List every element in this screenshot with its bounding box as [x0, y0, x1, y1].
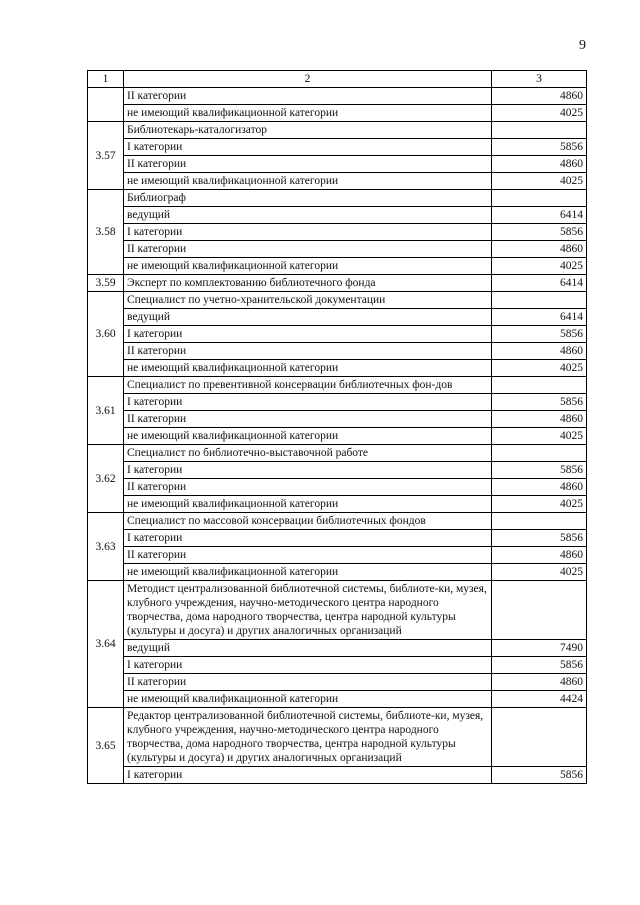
category-label: I категории: [124, 326, 492, 343]
table-row: [88, 309, 587, 326]
salary-value: [492, 581, 587, 640]
salary-value: 5856: [492, 394, 587, 411]
table-row: [88, 326, 587, 343]
item-number: 3.62: [88, 445, 124, 513]
page-number: 9: [579, 38, 586, 53]
header-col-3: 3: [492, 71, 587, 88]
category-label: ведущий: [124, 309, 492, 326]
category-label: II категории: [124, 411, 492, 428]
salary-value: 6414: [492, 309, 587, 326]
table-row: [88, 258, 587, 275]
category-label: I категории: [124, 767, 492, 784]
salary-value: 4025: [492, 428, 587, 445]
item-number: 3.59: [88, 275, 124, 292]
header-row: [88, 71, 587, 88]
item-number: 3.61: [88, 377, 124, 445]
item-number: 3.64: [88, 581, 124, 708]
item-number: 3.60: [88, 292, 124, 377]
salary-value: 5856: [492, 139, 587, 156]
salary-value: 5856: [492, 326, 587, 343]
salary-value: 4025: [492, 258, 587, 275]
category-label: I категории: [124, 224, 492, 241]
item-number: [88, 88, 124, 122]
table-row: [88, 411, 587, 428]
category-label: не имеющий квалификационной категории: [124, 428, 492, 445]
salary-value: 5856: [492, 462, 587, 479]
salary-value: 5856: [492, 224, 587, 241]
category-label: II категории: [124, 241, 492, 258]
salary-value: [492, 708, 587, 767]
salary-value: 4860: [492, 343, 587, 360]
category-label: II категории: [124, 88, 492, 105]
table-row: [88, 767, 587, 784]
category-label: I категории: [124, 530, 492, 547]
category-label: I категории: [124, 394, 492, 411]
salary-value: 4860: [492, 88, 587, 105]
category-label: ведущий: [124, 207, 492, 224]
position-title: Редактор централизованной библиотечной системы, библиоте-ки, музея, клубного учреждения, научно-методического центра народного творчества, дома народного творчества, центра народной культуры (культуры и досуга) и других аналогичных организаций: [124, 708, 492, 767]
salary-value: [492, 190, 587, 207]
position-title: Специалист по массовой консервации библиотечных фондов: [124, 513, 492, 530]
category-label: II категории: [124, 479, 492, 496]
salary-value: 4860: [492, 479, 587, 496]
table-row: [88, 691, 587, 708]
table-row: [88, 640, 587, 657]
header-col-1: 1: [88, 71, 124, 88]
table-row: [88, 292, 587, 309]
salary-value: 4860: [492, 547, 587, 564]
position-title: Специалист по превентивной консервации библиотечных фон-дов: [124, 377, 492, 394]
table-row: [88, 105, 587, 122]
category-label: II категории: [124, 547, 492, 564]
category-label: не имеющий квалификационной категории: [124, 173, 492, 190]
table-body: [88, 88, 587, 784]
salary-value: 4025: [492, 173, 587, 190]
table-row: [88, 547, 587, 564]
table-row: [88, 241, 587, 258]
header-col-2: 2: [124, 71, 492, 88]
salary-value: [492, 377, 587, 394]
salary-value: 4860: [492, 241, 587, 258]
salary-value: 5856: [492, 657, 587, 674]
table-row: [88, 581, 587, 640]
item-number: 3.58: [88, 190, 124, 275]
salary-value: 7490: [492, 640, 587, 657]
table-row: [88, 275, 587, 292]
table-row: [88, 139, 587, 156]
table-row: [88, 496, 587, 513]
table-row: [88, 564, 587, 581]
salary-value: [492, 122, 587, 139]
position-title: Эксперт по комплектованию библиотечного фонда: [124, 275, 492, 292]
salary-value: 5856: [492, 767, 587, 784]
category-label: I категории: [124, 139, 492, 156]
salary-value: 4860: [492, 156, 587, 173]
table-row: [88, 445, 587, 462]
table-row: [88, 224, 587, 241]
table-row: [88, 173, 587, 190]
salary-value: 4860: [492, 674, 587, 691]
table-row: [88, 190, 587, 207]
table-row: [88, 530, 587, 547]
position-title: Библиограф: [124, 190, 492, 207]
category-label: не имеющий квалификационной категории: [124, 360, 492, 377]
table-row: [88, 708, 587, 767]
category-label: I категории: [124, 657, 492, 674]
category-label: не имеющий квалификационной категории: [124, 564, 492, 581]
salary-value: 4025: [492, 496, 587, 513]
salary-value: [492, 513, 587, 530]
table-row: [88, 207, 587, 224]
category-label: II категории: [124, 156, 492, 173]
position-title: Специалист по библиотечно-выставочной работе: [124, 445, 492, 462]
table-row: [88, 394, 587, 411]
position-title: Специалист по учетно-хранительской документации: [124, 292, 492, 309]
category-label: не имеющий квалификационной категории: [124, 258, 492, 275]
table-row: [88, 513, 587, 530]
salary-value: [492, 292, 587, 309]
table-row: [88, 343, 587, 360]
salary-value: 5856: [492, 530, 587, 547]
salary-value: 6414: [492, 207, 587, 224]
salary-value: 4424: [492, 691, 587, 708]
item-number: 3.57: [88, 122, 124, 190]
category-label: ведущий: [124, 640, 492, 657]
category-label: не имеющий квалификационной категории: [124, 496, 492, 513]
category-label: II категории: [124, 674, 492, 691]
table-row: [88, 428, 587, 445]
table-row: [88, 88, 587, 105]
item-number: 3.63: [88, 513, 124, 581]
category-label: не имеющий квалификационной категории: [124, 691, 492, 708]
salary-value: 4025: [492, 360, 587, 377]
category-label: II категории: [124, 343, 492, 360]
table-row: [88, 479, 587, 496]
salary-value: 4025: [492, 105, 587, 122]
table-row: [88, 360, 587, 377]
salary-value: 4025: [492, 564, 587, 581]
salary-table: [87, 70, 587, 784]
table-row: [88, 122, 587, 139]
category-label: I категории: [124, 462, 492, 479]
item-number: 3.65: [88, 708, 124, 784]
salary-value: [492, 445, 587, 462]
table-row: [88, 674, 587, 691]
table-row: [88, 377, 587, 394]
category-label: не имеющий квалификационной категории: [124, 105, 492, 122]
table-row: [88, 462, 587, 479]
position-title: Методист централизованной библиотечной системы, библиоте-ки, музея, клубного учреждения, научно-методического центра народного творчества, дома народного творчества, центра народной культуры (культуры и досуга) и других аналогичных организаций: [124, 581, 492, 640]
table-row: [88, 657, 587, 674]
salary-value: 6414: [492, 275, 587, 292]
salary-value: 4860: [492, 411, 587, 428]
table-row: [88, 156, 587, 173]
position-title: Библиотекарь-каталогизатор: [124, 122, 492, 139]
